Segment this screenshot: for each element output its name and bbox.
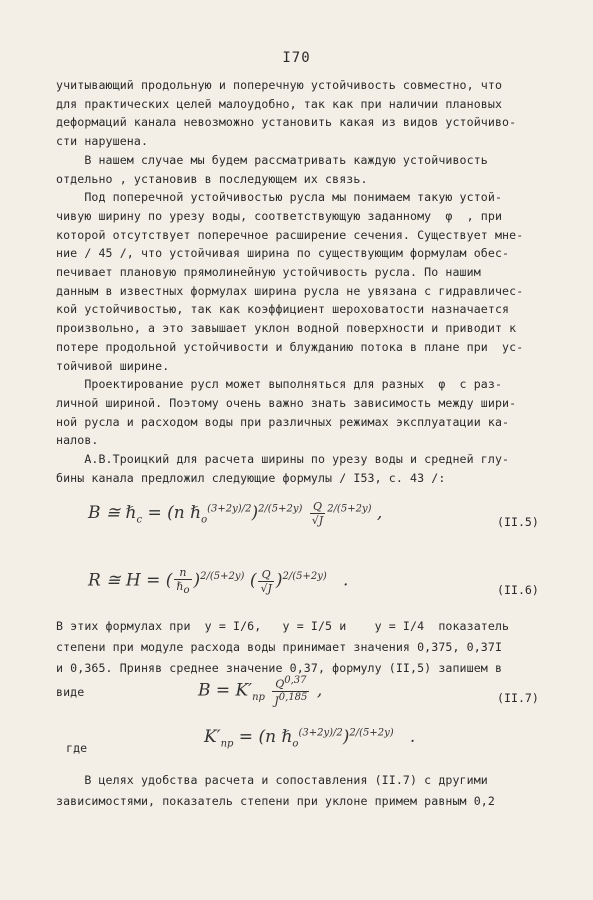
word-gde: где bbox=[66, 741, 88, 755]
text-line: зависимостями, показатель степени при уклоне примем равным 0,2 bbox=[56, 794, 495, 808]
text-line: чивую ширину по урезу воды, соответствующую заданному φ , при bbox=[56, 208, 503, 223]
text-line: печивает плановую прямолинейную устойчивость русла. По нашим bbox=[56, 265, 481, 279]
text-line: произвольно, а это завышает уклон водной поверхности и приводит к bbox=[56, 321, 517, 336]
equation-number: (II.7) bbox=[497, 691, 539, 705]
equation-ii-6: R ≅ H = ( $\frac{n}{\hbar_o}$ )$^{2/(5+2y)}$ ( $\frac{Q}{√J}$ )$^{2/(5+2y)}$ . bbox=[88, 566, 349, 597]
text-line: личной шириной. Поэтому очень важно знать зависимость между шири- bbox=[56, 395, 517, 410]
word-vide: виде bbox=[56, 685, 85, 699]
text-line: степени при модуле расхода воды принимает значения 0,375, 0,37I bbox=[56, 640, 503, 654]
equation-number: (II.6) bbox=[497, 583, 539, 597]
text-line: сти нарушена. bbox=[56, 134, 149, 149]
page-number: I70 bbox=[282, 50, 311, 66]
text-line: В этих формулах при y = I/6, y = I/5 и y = I/4 показатель bbox=[56, 619, 510, 633]
text-line: бины канала предложил следующие формулы / I53, с. 43 /: bbox=[56, 470, 446, 485]
text-line: для практических целей малоудобно, так как при наличии плановых bbox=[56, 96, 503, 111]
text-line: В целях удобства расчета и сопоставления (II.7) с другими bbox=[56, 773, 488, 787]
text-line: Под поперечной устойчивостью русла мы понимаем такую устой- bbox=[56, 190, 503, 205]
equation-kpr: $K'_{пр} = (n$ ℏ$_o^{(3+2y)/2}$)$^{2/(5+2y)}$ . bbox=[204, 727, 416, 750]
text-line: налов. bbox=[56, 433, 99, 448]
text-line: отдельно , установив в последующем их связь. bbox=[56, 171, 368, 186]
text-line: деформаций канала невозможно установить какая из видов устойчиво- bbox=[56, 115, 517, 130]
text-line: ние / 45 /, что устойчивая ширина по существующим формулам обес- bbox=[56, 246, 510, 261]
text-line: данным в известных формулах ширина русла не увязана с гидравличес- bbox=[56, 283, 524, 298]
text-line: кой устойчивостью, так как коэффициент шероховатости назначается bbox=[56, 302, 510, 317]
equation-ii-7: $B = K'_{пр}$ $\frac{Q^{0,37}}{J^{0,185}}$ , bbox=[198, 675, 323, 708]
text-line: В нашем случае мы будем рассматривать каждую устойчивость bbox=[56, 152, 488, 167]
text-line: учитывающий продольную и поперечную устойчивость совместно, что bbox=[56, 78, 503, 92]
text-line: потере продольной устойчивости и блужданию потока в плане при ус- bbox=[56, 339, 524, 354]
text-line: которой отсутствует поперечное расширение сечения. Существует мне- bbox=[56, 227, 524, 242]
text-line: тойчивой ширине. bbox=[56, 358, 170, 373]
equation-ii-5: B ≅ ℏ$_c$ = (n ℏ$_o^{(3+2y)/2}$)$^{2/(5+2y)}$ $\frac{Q}{√J}$ $^{2/(5+2y)}$ , bbox=[88, 500, 383, 527]
text-line: ной русла и расходом воды при различных режимах эксплуатации ка- bbox=[56, 414, 510, 429]
text-line: А.В.Троицкий для расчета ширины по урезу воды и средней глу- bbox=[56, 452, 510, 466]
text-line: и 0,365. Приняв среднее значение 0,37, формулу (II,5) запишем в bbox=[56, 661, 503, 675]
text-line: Проектирование русл может выполняться для разных φ с раз- bbox=[56, 377, 503, 392]
equation-number: (II.5) bbox=[497, 515, 539, 529]
